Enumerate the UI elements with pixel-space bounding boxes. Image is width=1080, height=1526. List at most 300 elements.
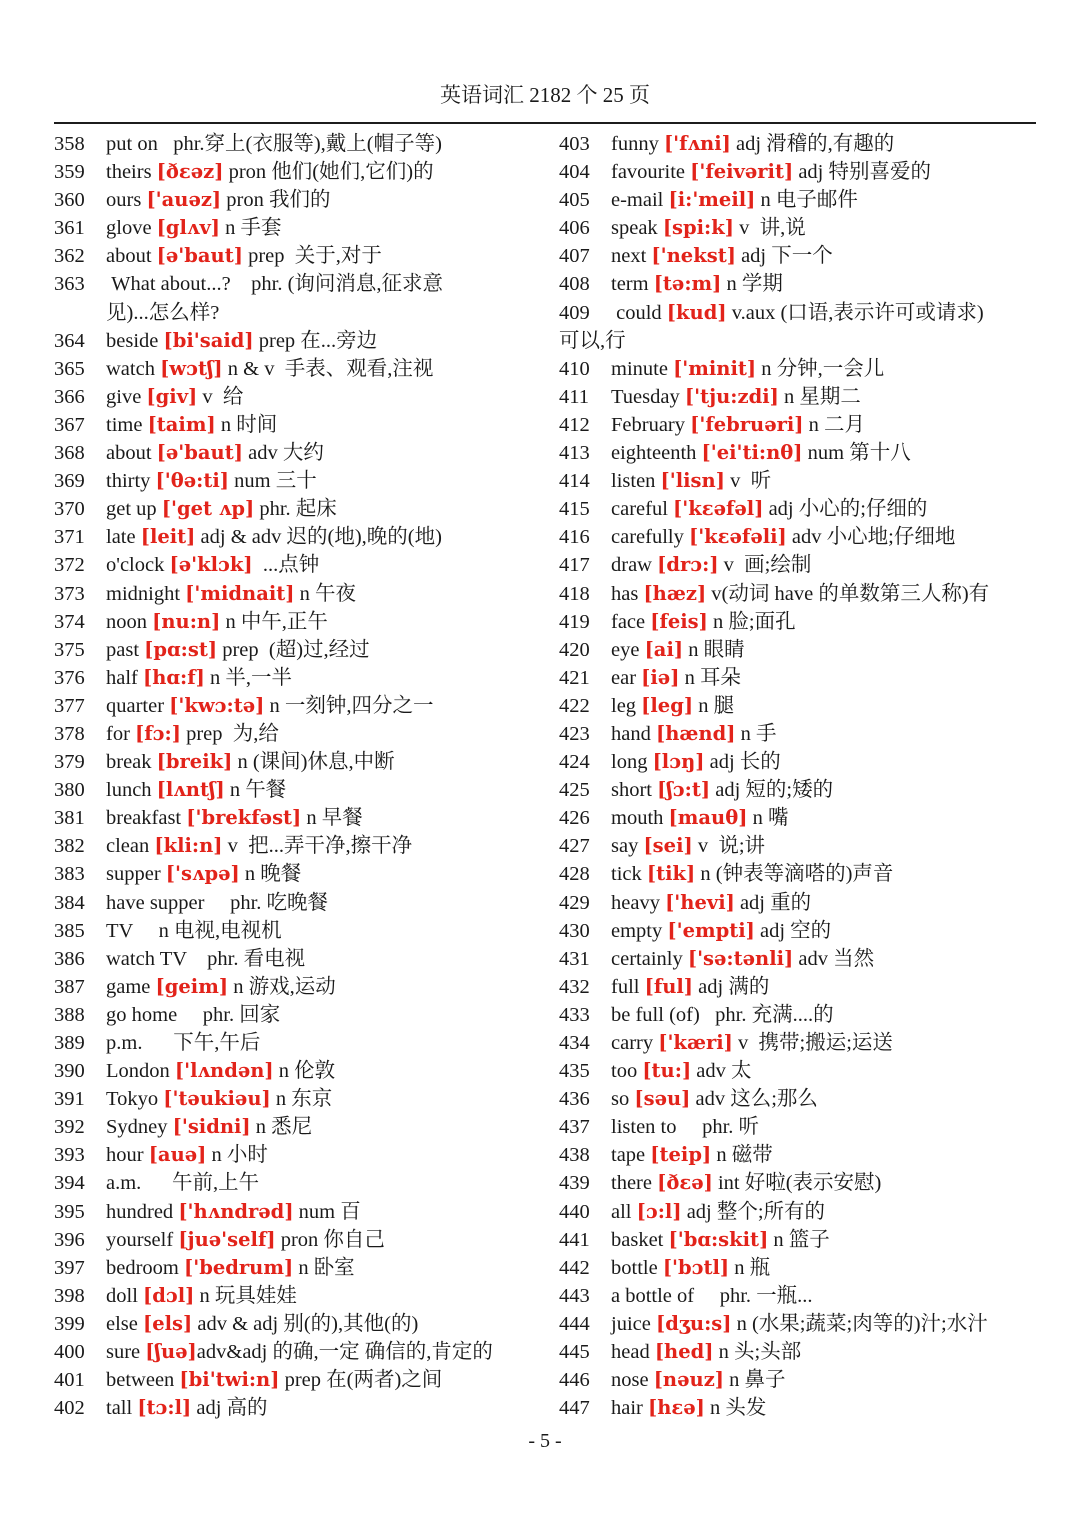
entry-meaning: num 三十 [229,470,317,493]
entry-phonetic: ['hevi] [665,890,735,914]
vocab-entry [54,776,531,804]
entry-word: draw [611,554,658,577]
entry-word: minute [611,357,674,380]
entry-word: clean [106,835,155,858]
entry-meaning: n 手套 [220,217,282,240]
entry-word: beside [106,329,164,352]
entry-number: 413 [559,442,590,465]
entry-phonetic: [hed] [654,1340,714,1364]
entry-number: 401 [54,1369,85,1392]
entry-word: a bottle of phr. 一瓶... [611,1284,813,1307]
entry-word: favourite [611,161,691,184]
entry-text [611,636,1036,664]
entry-phonetic: ['kæri] [658,1031,733,1054]
vocab-entry [54,1394,531,1422]
entry-number: 364 [54,329,85,352]
entry-meaning: adv 这么;那么 [690,1088,818,1111]
vocab-entry [559,242,1036,270]
entry-number: 421 [559,666,590,689]
entry-meaning: adv 大约 [242,442,324,465]
vocab-entry [559,945,1036,973]
entry-text [611,1198,1036,1226]
entry-number: 420 [559,638,590,661]
entry-phonetic: ['hʌndrəd] [178,1199,294,1223]
entry-word: tall [106,1397,138,1420]
entry-word: February [611,413,691,436]
entry-text [611,860,1036,888]
entry-text [106,523,531,551]
entry-text [106,832,531,860]
vocab-entry [559,1085,1036,1113]
entry-number: 378 [54,722,85,745]
entry-text [611,1057,1036,1085]
entry-text [106,242,531,270]
entry-meaning: adj 滑稽的,有趣的 [730,133,895,155]
entry-text [106,551,531,579]
entry-number: 400 [54,1341,85,1364]
entry-number: 431 [559,947,590,970]
vocab-entry [54,1310,531,1338]
entry-phonetic: [dʒu:s] [655,1311,732,1335]
entry-phonetic: [tu:] [642,1059,692,1083]
entry-word: listen [611,470,661,493]
entry-word: all [611,1200,637,1223]
entry-text [611,411,1036,439]
entry-text [611,1366,1036,1394]
entry-meaning: n 时间 [215,413,278,436]
entry-number: 399 [54,1312,85,1335]
entry-word: funny [611,133,664,155]
entry-text [611,1310,1036,1338]
entry-word: be full (of) phr. 充满....的 [611,1003,834,1026]
entry-word: leg [611,694,642,717]
entry-phonetic: [lʌntʃ] [156,778,225,802]
entry-number: 361 [54,217,85,240]
vocab-entry [559,523,1036,551]
entry-text [611,214,1036,242]
vocab-entry [54,1169,531,1197]
entry-number: 360 [54,189,85,212]
entry-word: Tuesday [611,385,685,408]
entry-meaning: adj 空的 [754,919,832,942]
entry-number: 406 [559,217,590,240]
entry-text [106,439,531,467]
entry-number: 402 [54,1397,85,1420]
entry-phonetic: ['sʌpə] [165,862,240,886]
entry-meaning: n 晚餐 [239,863,302,886]
entry-number: 436 [559,1088,590,1111]
entry-text [106,1141,531,1169]
entry-number: 392 [54,1116,85,1139]
entry-meaning: v 给 [197,385,244,408]
entry-number: 371 [54,526,85,549]
entry-number: 368 [54,442,85,465]
vocab-entry [559,889,1036,917]
entry-phonetic: [mauθ] [668,806,748,830]
entry-word: head [611,1341,655,1364]
entry-number: 426 [559,807,590,830]
entry-number: 444 [559,1312,590,1335]
entry-number: 425 [559,779,590,802]
entry-word: time [106,413,148,436]
entry-meaning: n 小时 [206,1144,268,1167]
vocab-entry [559,1001,1036,1029]
vocab-entry [54,214,531,242]
entry-word: tape [611,1144,651,1167]
entry-number: 415 [559,498,590,521]
entry-number: 404 [559,161,590,184]
entry-text [106,776,531,804]
page-header [54,82,1036,108]
entry-word: bedroom [106,1256,184,1279]
entry-phonetic: [els] [143,1311,193,1335]
entry-number: 446 [559,1369,590,1392]
vocab-entry [54,973,531,1001]
entry-phonetic: [breik] [156,750,233,774]
entry-meaning: prep 在(两者)之间 [279,1369,443,1392]
entry-number: 405 [559,189,590,212]
entry-meaning: adj 短的;矮的 [710,779,834,802]
entry-number: 390 [54,1060,85,1083]
vocab-entry [54,551,531,579]
vocab-entry [54,467,531,495]
vocab-entry [559,860,1036,888]
entry-meaning: n 午夜 [294,582,356,605]
entry-phonetic: ['kɛəfəli] [688,525,787,549]
content-columns [54,130,1036,1422]
entry-phonetic: [i:'meil] [668,188,756,212]
entry-text [106,692,531,720]
entry-word: listen to phr. 听 [611,1116,760,1139]
entry-number: 358 [54,133,85,155]
entry-word: empty [611,919,668,942]
entry-phonetic: ['lʌndən] [174,1059,274,1083]
entry-word: o'clock [106,554,170,577]
entry-text [106,495,531,523]
page-number: - 5 - [528,1430,562,1453]
entry-phonetic: [feis] [650,609,708,633]
entry-word: about [106,245,157,268]
vocab-entry [54,889,531,917]
vocab-entry [54,1057,531,1085]
entry-phonetic: [sei] [643,834,693,858]
entry-meaning: n 中午,正午 [220,610,328,633]
vocab-entry [559,214,1036,242]
entry-phonetic: [ful] [644,974,694,998]
entry-text [611,917,1036,945]
entry-text [611,186,1036,214]
header-divider [54,122,1036,124]
entry-meaning: adj 重的 [734,891,812,914]
entry-meaning: prep 为,给 [180,722,279,745]
vocab-entry [54,327,531,355]
entry-text [106,1394,531,1422]
entry-word: hour [106,1144,149,1167]
entry-word: midnight [106,582,186,605]
entry-number: 440 [559,1200,590,1223]
right-column [559,130,1036,1422]
entry-phonetic: [kud] [666,300,727,324]
entry-word: supper [106,863,166,886]
entry-word: put on phr.穿上(衣服等),戴上(帽子等) [106,133,442,155]
page-footer [54,1428,1036,1454]
entry-text [611,355,1036,383]
entry-number: 391 [54,1088,85,1111]
entry-number: 375 [54,638,85,661]
entry-meaning: n 早餐 [301,807,363,830]
entry-number: 396 [54,1228,85,1251]
entry-meaning: adv 当然 [793,947,875,970]
entry-text [611,495,1036,523]
entry-text [106,411,531,439]
entry-text [106,130,531,158]
entry-text [106,664,531,692]
entry-text [106,608,531,636]
vocab-entry [559,776,1036,804]
header-title: 英语词汇 2182 个 25 页 [440,83,650,107]
vocab-entry [559,1310,1036,1338]
entry-meaning: adj 特别喜爱的 [793,161,931,184]
vocab-entry [559,551,1036,579]
vocab-entry [559,804,1036,832]
vocab-entry [54,1282,531,1310]
entry-phonetic: ['sə:tənli] [687,946,794,970]
entry-number: 432 [559,975,590,998]
entry-word: next [611,245,652,268]
vocab-entry [559,186,1036,214]
entry-word: past [106,638,145,661]
vocab-entry [559,1113,1036,1141]
entry-phonetic: [bi'said] [163,328,254,352]
entry-meaning: prep 在...旁边 [253,329,378,352]
vocab-entry [559,130,1036,158]
entry-text [611,608,1036,636]
vocab-entry [559,158,1036,186]
entry-text [106,1057,531,1085]
vocab-entry [559,1226,1036,1254]
entry-word: mouth [611,807,669,830]
entry-text [106,917,531,945]
entry-number: 397 [54,1256,85,1279]
vocab-entry [54,664,531,692]
entry-phonetic: [ʃuə] [145,1340,197,1364]
entry-phonetic: [ə'baut] [156,244,243,268]
entry-word: have supper phr. 吃晚餐 [106,891,329,914]
entry-number: 370 [54,498,85,521]
entry-meaning: n & v 手表、观看,注视 [222,357,434,380]
vocab-entry [54,945,531,973]
vocab-entry [559,636,1036,664]
entry-phonetic: [wɔtʃ] [160,356,223,380]
entry-number: 384 [54,891,85,914]
entry-text [106,355,531,383]
entry-text [106,383,531,411]
vocab-entry [54,720,531,748]
entry-continuation: 见)...怎么样? [106,301,220,324]
entry-number: 398 [54,1284,85,1307]
entry-meaning: adv 小心地;仔细地 [786,526,956,549]
entry-number: 409 [559,301,590,324]
entry-phonetic: ['kɛəfəl] [673,497,764,521]
entry-phonetic: [ə'baut] [156,441,243,465]
vocab-entry [54,242,531,270]
entry-meaning: v 画;绘制 [718,554,812,577]
entry-text [611,270,1036,298]
vocab-entry [54,860,531,888]
entry-phonetic: ['februəri] [690,412,804,436]
vocab-entry [54,383,531,411]
entry-phonetic: [tə:m] [653,272,722,296]
entry-number: 422 [559,694,590,717]
vocab-entry [559,692,1036,720]
entry-meaning: n (课间)休息,中断 [232,751,395,774]
entry-phonetic: [hænd] [655,721,736,745]
vocab-entry [54,270,531,326]
entry-meaning: n 嘴 [747,807,789,830]
vocab-entry [54,692,531,720]
entry-text [611,804,1036,832]
entry-phonetic: ['θə:ti] [155,469,229,493]
vocab-entry [559,973,1036,1001]
entry-text [106,1338,531,1366]
vocab-entry [54,608,531,636]
entry-phonetic: ['bɑ:skit] [668,1227,769,1251]
entry-meaning: n 悉尼 [250,1116,313,1139]
entry-number: 414 [559,470,590,493]
entry-word: between [106,1369,180,1392]
entry-meaning: v 说;讲 [692,835,766,858]
entry-text [611,467,1036,495]
entry-number: 362 [54,245,85,268]
entry-meaning: v 携带;搬运;运送 [732,1032,893,1054]
entry-text [611,720,1036,748]
vocab-entry [54,186,531,214]
entry-meaning: num 百 [293,1200,361,1223]
entry-number: 430 [559,919,590,942]
entry-meaning: v.aux (口语,表示许可或请求) [726,301,984,324]
entry-word: hair [611,1397,648,1420]
vocab-entry [559,1029,1036,1057]
entry-text [106,804,531,832]
vocab-entry [54,1226,531,1254]
vocab-entry [54,1338,531,1366]
entry-text [106,1226,531,1254]
entry-number: 419 [559,610,590,633]
entry-number: 424 [559,751,590,774]
entry-word: heavy [611,891,666,914]
entry-meaning: v 讲,说 [734,217,806,240]
entry-meaning: adj 高的 [191,1397,268,1420]
entry-meaning: n 篮子 [768,1228,830,1251]
entry-word: bottle [611,1256,663,1279]
vocab-entry [559,1141,1036,1169]
vocab-entry [54,748,531,776]
entry-meaning: n (钟表等滴嗒的)声音 [695,863,894,886]
entry-phonetic: ['lisn] [660,469,725,493]
entry-phonetic: ['get ʌp] [161,497,255,521]
entry-number: 379 [54,751,85,774]
entry-word: watch TV phr. 看电视 [106,947,306,970]
entry-number: 373 [54,582,85,605]
entry-phonetic: [leg] [641,693,694,717]
entry-meaning: adj 满的 [693,975,770,998]
entry-meaning: n 脸;面孔 [707,610,796,633]
vocab-entry [559,1254,1036,1282]
vocab-entry [54,495,531,523]
entry-text [611,1226,1036,1254]
entry-word: game [106,975,156,998]
entry-phonetic: [ə'klɔk] [169,553,253,577]
entry-number: 423 [559,722,590,745]
entry-number: 417 [559,554,590,577]
entry-text [611,776,1036,804]
entry-meaning: pron 我们的 [221,189,331,212]
entry-number: 365 [54,357,85,380]
entry-word: long [611,751,653,774]
entry-meaning: adv&adj 的确,一定 确信的,肯定的 [196,1341,493,1364]
vocab-entry [559,299,1036,327]
entry-number: 435 [559,1060,590,1083]
entry-phonetic: [ɔ:l] [636,1199,682,1223]
entry-meaning: n 眼睛 [683,638,745,661]
entry-text [611,551,1036,579]
entry-meaning: n 卧室 [293,1256,355,1279]
entry-word: quarter [106,694,170,717]
entry-text [611,1029,1036,1057]
entry-number: 429 [559,891,590,914]
entry-phonetic: [teip] [650,1143,712,1167]
entry-text [611,832,1036,860]
vocab-entry [54,411,531,439]
vocab-entry [54,158,531,186]
vocab-entry [54,580,531,608]
entry-phonetic: [glʌv] [156,216,220,240]
entry-text [611,1394,1036,1422]
entry-number: 407 [559,245,590,268]
entry-meaning: n 手 [735,722,777,745]
entry-word: ours [106,189,147,212]
entry-text [106,1085,531,1113]
entry-phonetic: [ðɛə] [657,1171,713,1195]
entry-phonetic: [fɔ:] [135,721,181,745]
entry-word: carefully [611,526,689,549]
entry-meaning: n 分钟,一会儿 [756,357,885,380]
entry-meaning: n 午餐 [224,779,287,802]
entry-word: doll [106,1284,144,1307]
vocab-entry [559,270,1036,298]
entry-word: term [611,273,654,296]
entry-word: tick [611,863,647,886]
vocab-entry [54,1001,531,1029]
entry-word: juice [611,1312,656,1335]
entry-text [611,692,1036,720]
entry-meaning: n 半,一半 [204,666,292,689]
entry-text [611,664,1036,692]
entry-phonetic: [juə'self] [178,1227,276,1251]
entry-text [611,973,1036,1001]
entry-meaning: int 好啦(表示安慰) [712,1172,882,1195]
entry-phonetic: ['fʌni] [663,132,731,155]
entry-word: London [106,1060,175,1083]
entry-meaning: adj 小心的;仔细的 [763,498,928,521]
entry-word: certainly [611,947,688,970]
entry-word: Tokyo [106,1088,164,1111]
vocab-entry [54,1141,531,1169]
entry-meaning: v 把...弄干净,擦干净 [222,835,413,858]
entry-text [106,860,531,888]
entry-phonetic: ['minit] [673,356,757,380]
entry-phonetic: [spi:k] [662,216,734,240]
